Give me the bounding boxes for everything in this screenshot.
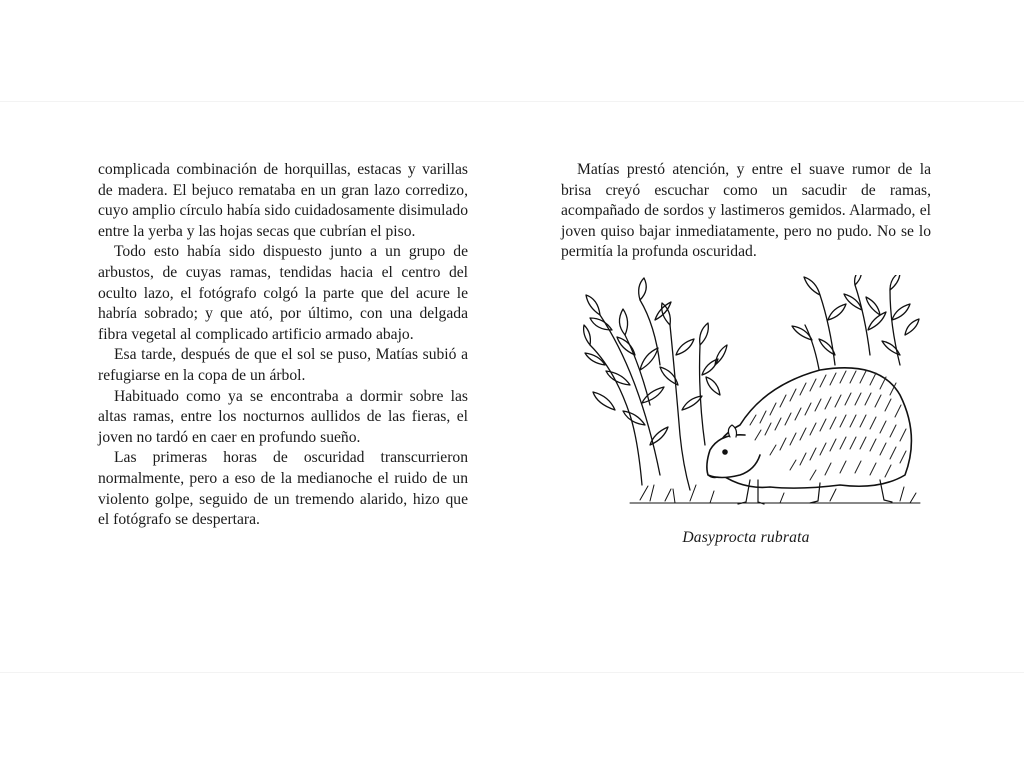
foliage-right <box>792 275 919 375</box>
paragraph-4: Habituado como ya se encontraba a dormir sobre las altas ramas, entre los nocturnos aullidos de las fieras, el joven no tardó en caer en profundo sueño. <box>98 387 468 446</box>
top-edge-rule <box>0 101 1024 102</box>
paragraph-2: Todo esto había sido dispuesto junto a un grupo de arbustos, de cuyas ramas, tendidas hacia el centro del oculto lazo, el fotógrafo colgó la parte que del acure le habría sobrado; y que ató, por último, con una delgada fibra vegetal al complicado artificio armado abajo. <box>98 243 468 343</box>
agouti-body <box>707 368 912 504</box>
paragraph-1: complicada combinación de horquillas, estacas y varillas de madera. El bejuco remataba en un gran lazo corredizo, cuyo amplio círculo había sido cuidadosamente disimulado entre la yerba y las hojas secas que cubrían el piso. <box>98 161 468 240</box>
right-page-text <box>561 160 931 263</box>
bottom-edge-rule <box>0 672 1024 673</box>
agouti-illustration <box>580 275 930 515</box>
foliage-left <box>584 278 727 490</box>
paragraph-3: Esa tarde, después de que el sol se puso, Matías subió a refugiarse en la copa de un árbol. <box>98 346 468 384</box>
figure-caption: Dasyprocta rubrata <box>682 529 810 546</box>
left-page-text <box>98 160 468 531</box>
paragraph-5: Las primeras horas de oscuridad transcurrieron normalmente, pero a eso de la medianoche el ruido de un violento golpe, seguido de un tremendo alarido, hizo que el fotógrafo se despertara. <box>98 449 468 529</box>
paragraph-6: Matías prestó atención, y entre el suave rumor de la brisa creyó escuchar como un sacudir de ramas, acompañado de sordos y lastimeros gemidos. Alarmado, el joven quiso bajar inmediatamente, pero no pudo. No se lo permitía la profunda oscuridad. <box>561 161 931 261</box>
